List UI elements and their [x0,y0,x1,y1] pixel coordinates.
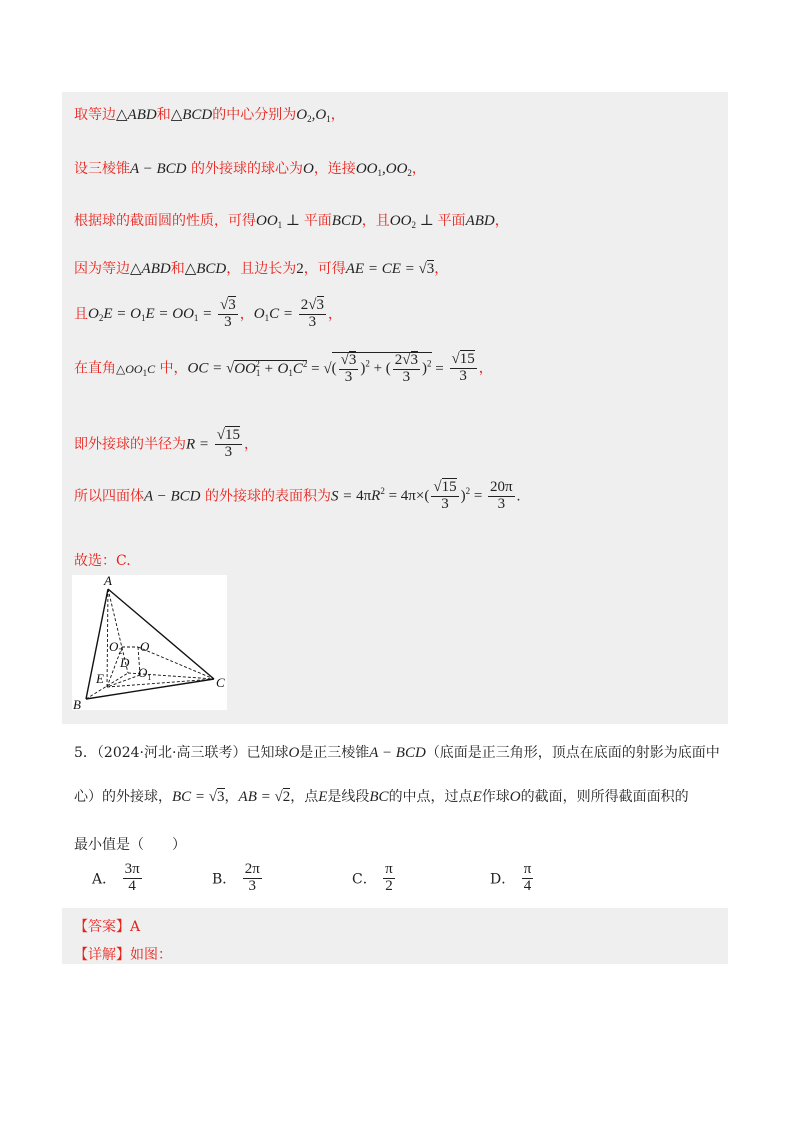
solution-line-2: 设三棱锥A − BCD 的外接球的球心为O，连接$OO_1,OO_2$， [74,161,426,178]
solution-line-7: 即外接球的半径为R = $\frac{√15}{3}$ ， [74,427,259,460]
problem-5-line-2: 心）的外接球，BC = √3，AB = √2，点E是线段BC的中点，过点E作球O的截面，则所得截面面积的 [74,789,689,805]
solution-line-4: 因为等边△ABD和△BCD，且边长为2，可得AE = CE = √3， [74,261,449,277]
tetrahedron-figure [72,575,227,710]
solution-line-8: 所以四面体A − BCD 的外接球的表面积为$S = 4\pi R^2 = 4\pi\times$( $\frac{√15}{3}$ )$^2$ = $\frac{20\pi}{3}$ . [74,479,521,512]
answer-value: A [130,919,141,935]
line-o1-e [107,675,140,687]
solution-line-3: 根据球的截面圆的性质，可得$OO_1$ ⊥ 平面BCD，且$OO_2$ ⊥ 平面ABD， [74,213,509,230]
problem-5-line-1: 5．（2024·河北·高三联考）已知球O是正三棱锥A − BCD（底面是正三角形，顶点在底面的射影为底面中 [74,745,720,761]
option-b[interactable]: B． $\frac{2\pi}{3}$ [212,861,260,894]
solution-line-5: 且$O_2E = O_1E = OO_1$ = $\frac{√3}{3}$ ，$O_1C$ = $\frac{2√3}{3}$ ， [74,297,342,330]
label-a: A [104,575,112,588]
label-o1: $O_1$ [138,665,152,682]
label-e: E [96,671,104,686]
line-ec [107,679,214,687]
label-c: C [216,675,225,690]
line-ae [107,589,108,687]
option-c[interactable]: C． $\frac{\pi}{2}$ [352,861,393,894]
detail-label: 【详解】 [74,947,130,963]
tetrahedron-diagram [72,575,227,710]
label-b: B [73,697,81,710]
answer-label: 【答案】 [74,919,130,935]
label-d: D [120,655,130,670]
detail-value: 如图： [130,947,172,963]
problem-5-line-3: 最小值是（ ） [74,837,186,853]
label-o: O [140,639,150,654]
answer-line [74,916,140,936]
option-a[interactable]: A． $\frac{3\pi}{4}$ [92,861,140,894]
detail-line [74,944,172,964]
solution-conclusion: 故选：C. [74,553,131,569]
solution-line-6: 在直角$\triangle OO_1C$ 中，OC = $√OO_1^2 + O_1C^2$ = √( $\frac{√3}{3}$ )$^2$ + ( $\frac{2√3}{3}$ )$^2$ = $\frac{√15}{3}$ ， [74,351,493,385]
edge-bc [86,679,214,699]
solution-line-1: 取等边△ABD和△BCD的中心分别为$O_2,O_1$， [74,107,345,124]
option-d[interactable]: D． $\frac{\pi}{4}$ [490,861,532,894]
label-o2: $O_2$ [109,639,123,656]
